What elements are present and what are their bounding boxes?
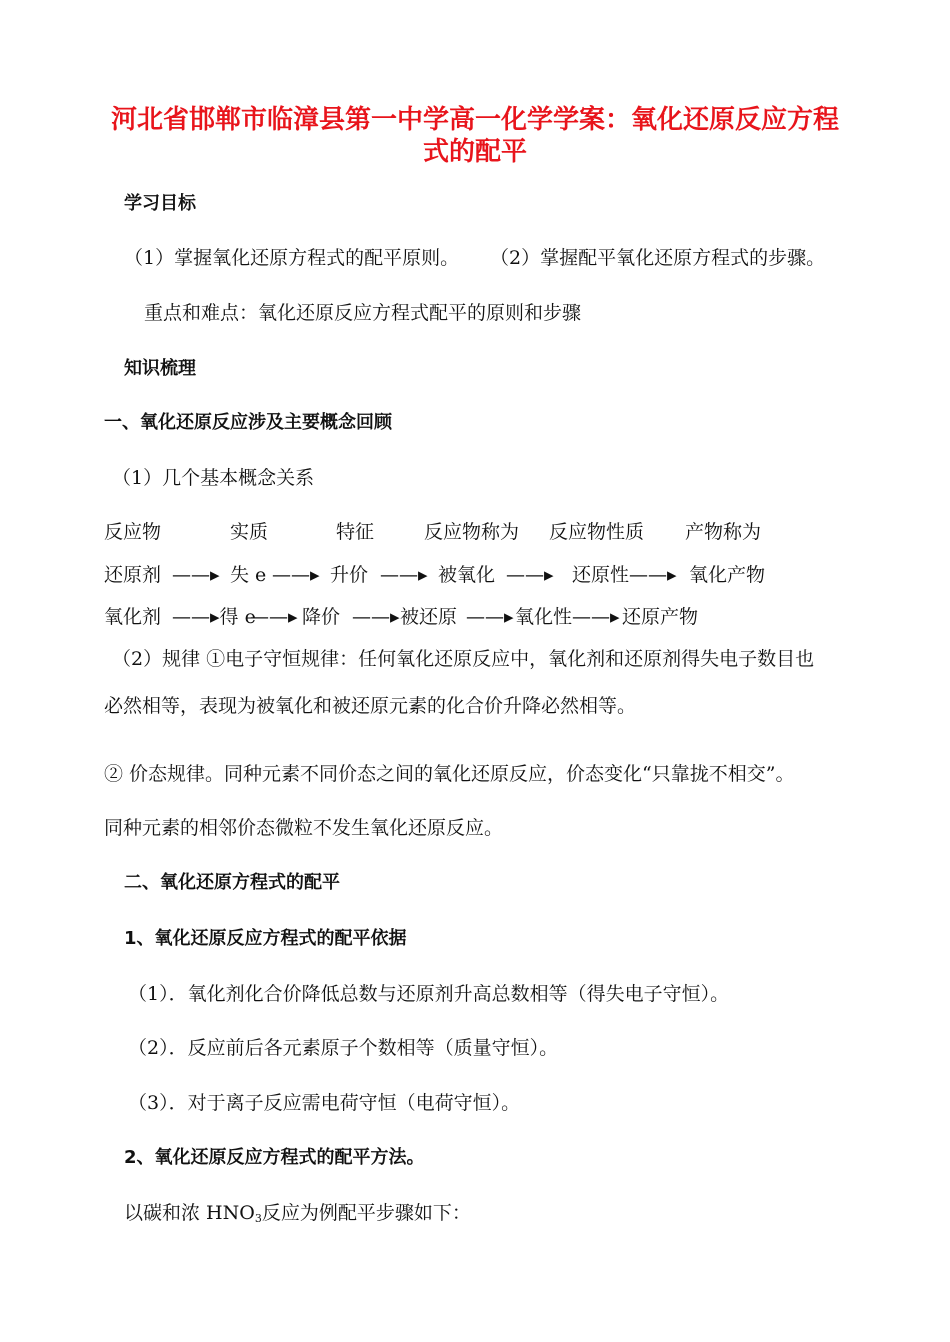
row-reductant-arrow-2: ——▸	[272, 564, 320, 586]
row-reductant-rise: 升价	[330, 564, 369, 586]
header-feature: 特征	[336, 521, 375, 543]
row-oxidant-product: 还原产物	[622, 606, 699, 628]
row-reductant-lose-e: 失 e	[230, 564, 267, 586]
sub-heading-concepts: （1）几个基本概念关系	[112, 467, 315, 489]
row-reductant-arrow-1: ——▸	[172, 564, 220, 586]
example-intro	[124, 1201, 471, 1228]
header-reactant: 反应物	[104, 521, 162, 543]
row-oxidant-arrow-3: ——▸	[352, 606, 400, 628]
header-reactant-called: 反应物称为	[424, 521, 520, 543]
row-reductant-product: 氧化产物	[689, 564, 766, 586]
rule-electron-line-2: 必然相等，表现为被氧化和被还原元素的化合价升降必然相等。	[104, 695, 637, 717]
example-suffix: 反应为例配平步骤如下：	[261, 1202, 471, 1224]
basis-3: （3）．对于离子反应需电荷守恒（电荷守恒）。	[128, 1092, 521, 1114]
section-2-heading: 二、氧化还原方程式的配平	[124, 872, 340, 893]
row-oxidant-arrow-4: ——▸	[466, 606, 514, 628]
row-reductant-label: 还原剂	[104, 564, 162, 586]
row-oxidant-lower: 降价	[302, 606, 341, 628]
row-reductant-arrow-3: ——▸	[380, 564, 428, 586]
sub-heading-method: 2、氧化还原反应方程式的配平方法。	[124, 1147, 425, 1168]
key-points: 重点和难点：氧化还原反应方程式配平的原则和步骤	[144, 302, 582, 324]
basis-1: （1）．氧化剂化合价降低总数与还原剂升高总数相等（得失电子守恒）。	[128, 983, 730, 1005]
row-oxidant-gain-e: ——▸得 e	[172, 606, 256, 628]
row-reductant-arrow-4: ——▸	[506, 564, 554, 586]
document-title-line-1: 河北省邯郸市临漳县第一中学高一化学学案：氧化还原反应方程	[110, 105, 839, 135]
example-subscript: 3	[254, 1212, 262, 1225]
row-oxidant-arrow-2: ——▸	[250, 606, 298, 628]
row-oxidant-reduced: 被还原	[400, 606, 458, 628]
rule-valence-line-1: ② 价态规律。同种元素不同价态之间的氧化还原反应，价态变化“只靠拢不相交”。	[104, 763, 795, 785]
section-1-heading: 一、氧化还原反应涉及主要概念回顾	[104, 412, 392, 433]
knowledge-heading: 知识梳理	[124, 358, 196, 379]
goal-2: （2）掌握配平氧化还原方程式的步骤。	[490, 247, 826, 269]
header-essence: 实质	[230, 521, 269, 543]
rule-valence-line-2: 同种元素的相邻价态微粒不发生氧化还原反应。	[104, 817, 504, 839]
basis-2: （2）．反应前后各元素原子个数相等（质量守恒）。	[128, 1037, 559, 1059]
goal-1: （1）掌握氧化还原方程式的配平原则。	[124, 247, 460, 269]
goals-heading: 学习目标	[124, 193, 196, 214]
row-oxidant-label: 氧化剂	[104, 606, 162, 628]
header-product-called: 产物称为	[685, 521, 762, 543]
row-oxidant-oxidizability: 氧化性——▸	[515, 606, 620, 628]
document-title-line-2: 式的配平	[422, 137, 527, 167]
sub-heading-basis: 1、氧化还原反应方程式的配平依据	[124, 928, 407, 949]
row-reductant-oxidized: 被氧化	[438, 564, 496, 586]
header-reactant-property: 反应物性质	[549, 521, 645, 543]
row-reductant-reducibility: 还原性——▸	[572, 564, 677, 586]
example-prefix: 以碳和浓 HNO	[124, 1202, 255, 1224]
rule-electron-line-1: （2）规律 ①电子守恒规律：任何氧化还原反应中，氧化剂和还原剂得失电子数目也	[112, 648, 815, 670]
